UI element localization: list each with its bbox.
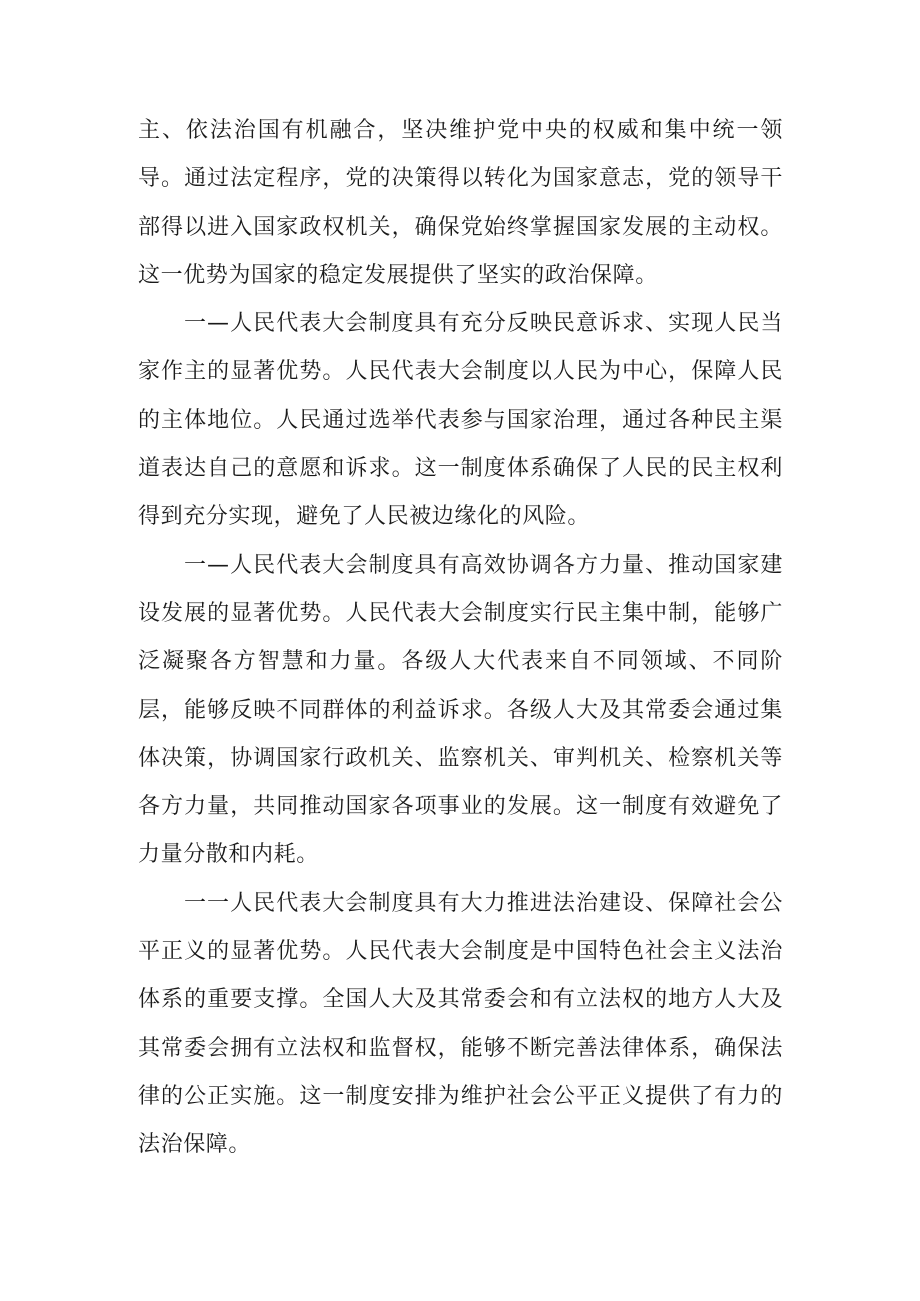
- paragraph-rule-of-law: 一一人民代表大会制度具有大力推进法治建设、保障社会公平正义的显著优势。人民代表大会制度是中国特色社会主义法治体系的重要支撑。全国人大及其常委会和有立法权的地方人大及其常委会拥有立法权和监督权，能够不断完善法律体系，确保法律的公正实施。这一制度安排为维护社会公平正义提供了有力的法治保障。: [138, 890, 783, 1158]
- paragraph-coordination: 一—人民代表大会制度具有高效协调各方力量、推动国家建设发展的显著优势。人民代表大会制度实行民主集中制，能够广泛凝聚各方智慧和力量。各级人大代表来自不同领域、不同阶层，能够反映不同群体的利益诉求。各级人大及其常委会通过集体决策，协调国家行政机关、监察机关、审判机关、检察机关等各方力量，共同推动国家各项事业的发展。这一制度有效避免了力量分散和内耗。: [138, 552, 783, 868]
- paragraph-public-opinion: 一—人民代表大会制度具有充分反映民意诉求、实现人民当家作主的显著优势。人民代表大会制度以人民为中心，保障人民的主体地位。人民通过选举代表参与国家治理，通过各种民主渠道表达自己的意愿和诉求。这一制度体系确保了人民的民主权利得到充分实现，避免了人民被边缘化的风险。: [138, 311, 783, 530]
- paragraph-continuation: 主、依法治国有机融合，坚决维护党中央的权威和集中统一领导。通过法定程序，党的决策得以转化为国家意志，党的领导干部得以进入国家政权机关，确保党始终掌握国家发展的主动权。这一优势为国家的稳定发展提供了坚实的政治保障。: [138, 118, 783, 288]
- document-body: [138, 107, 783, 1170]
